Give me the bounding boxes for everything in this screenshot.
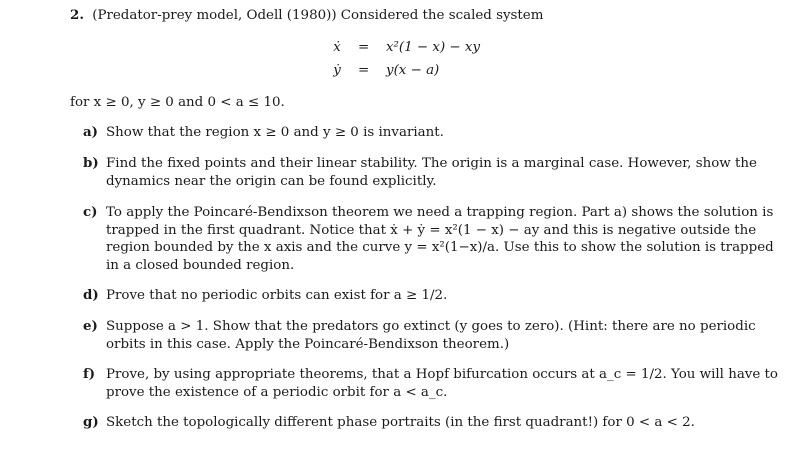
part-line: Suppose a > 1. Show that the predators go extinct (y goes to zero). (Hint: there are no periodic [106,319,756,334]
part-text [106,318,756,353]
problem-header [70,7,543,23]
equation-rhs: y(x − a) [386,63,440,78]
part-text [106,287,746,305]
part-line: prove the existence of a periodic orbit for a < a_c. [106,384,448,400]
equation-lhs: ẋ [333,40,341,55]
part-line: Prove that no periodic orbits can exist for a ≥ 1/2. [106,288,448,303]
part-label: d) [83,287,99,303]
part-text [106,155,757,190]
part-label: f) [83,366,96,382]
equation-op: = [358,63,370,78]
part-text [106,366,778,401]
part-label: c) [83,204,98,220]
part-label: g) [83,414,99,430]
part-line: trapped in the first quadrant. Notice that ẋ + ẏ = x²(1 − x) − ay and this is negative outside the [106,222,757,238]
part-line: Show that the region x ≥ 0 and y ≥ 0 is invariant. [106,125,444,140]
part-label: a) [83,124,99,140]
part-line: Sketch the topologically different phase portraits (in the first quadrant!) for 0 < a < 2. [106,415,695,430]
problem-number: 2. [70,7,84,23]
part-line: Prove, by using appropriate theorems, that a Hopf bifurcation occurs at a_c = 1/2. You will have to [106,367,778,382]
problem-title: (Predator-prey model, Odell (1980)) Considered the scaled system [92,8,544,23]
part-line: orbits in this case. Apply the Poincaré-Bendixson theorem.) [106,336,510,352]
equation-op: = [358,40,370,55]
part-text [106,124,746,142]
part-text [106,204,774,274]
part-text [106,414,746,432]
equation-rhs: x²(1 − x) − xy [386,40,481,55]
part-line: dynamics near the origin can be found explicitly. [106,173,437,189]
part-line: Find the fixed points and their linear stability. The origin is a marginal case. However, show the [106,156,757,171]
part-label: b) [83,155,99,171]
part-label: e) [83,318,98,334]
part-line: in a closed bounded region. [106,257,295,273]
conditions-line: for x ≥ 0, y ≥ 0 and 0 < a ≤ 10. [70,95,285,110]
part-line: To apply the Poincaré-Bendixson theorem we need a trapping region. Part a) shows the solution is [106,205,774,220]
part-line: region bounded by the x axis and the curve y = x²(1−x)/a. Use this to show the solution is trapped [106,240,774,256]
equation-lhs: ẏ [333,63,341,78]
